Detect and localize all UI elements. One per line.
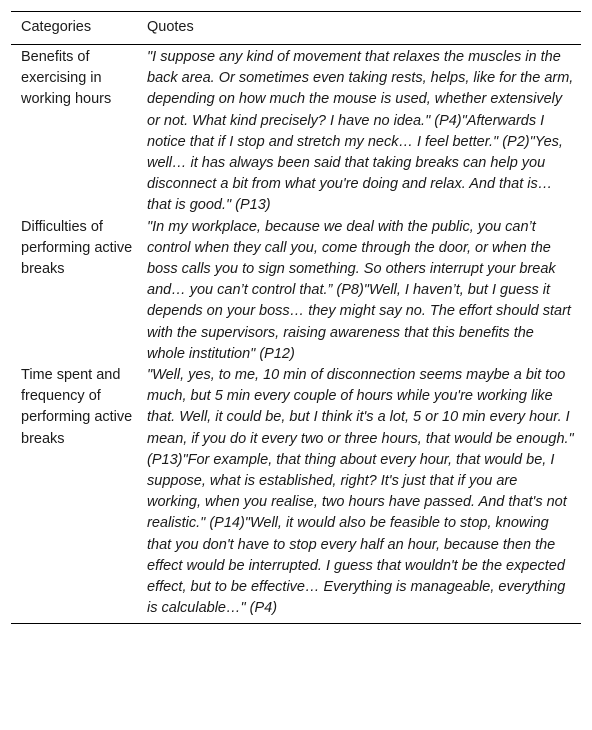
quote-cell: "In my workplace, because we deal with the public, you can’t control when they call you, come through the door, or when the boss calls you to sign something. So others interrupt your break and… you can’t control that.” (P8)"Well, I haven’t, but I guess it depends on your boss… they might say no. The effort should start with the supervisors, raising awareness that this benefits the whole institution" (P12) bbox=[147, 218, 571, 362]
header-quotes: Quotes bbox=[147, 19, 194, 35]
quote-cell: "Well, yes, to me, 10 min of disconnection seems maybe a bit too much, but 5 min every couple of hours while you're working like that. Well, it could be, but I think it's a lot, 5 or 10 min every hour. I mean, if you do it every two or three hours, that would be enough." (P13)"For example, that thing about every hour, that would be, I suppose, what is established, right? It's just that if you are working, when you realise, two hours have passed. And that's not realistic." (P14)"Well, it would also be feasible to stop, knowing that you don't have to stop every half an hour, because then the effect would be interrupted. I guess that wouldn't be the expected effect, but to be effective… Everything is manageable, everything is calculable…" (P4) bbox=[147, 367, 574, 617]
quote-cell: "I suppose any kind of movement that relaxes the muscles in the back area. Or sometimes even taking rests, helps, like for the arm, depending on how much the mouse is used, whether extensively or not. What kind precisely? I have no idea." (P4)"Afterwards I notice that if I stop and stretch my neck… I feel better." (P2)"Yes, well… it has always been said that taking breaks can help you disconnect a bit from what you're doing and relax. And that is… that is good." (P13) bbox=[147, 49, 574, 214]
header-row bbox=[11, 12, 581, 45]
quotes-table bbox=[11, 11, 581, 624]
category-cell: Time spent and frequency of performing active breaks bbox=[21, 367, 133, 447]
table-row bbox=[11, 365, 581, 624]
header-categories: Categories bbox=[21, 19, 92, 35]
table-row bbox=[11, 45, 581, 217]
table-header bbox=[11, 12, 581, 45]
table-body bbox=[11, 45, 581, 624]
quotes-table-container bbox=[11, 11, 581, 624]
category-cell: Difficulties of performing active breaks bbox=[21, 218, 133, 278]
category-cell: Benefits of exercising in working hours bbox=[21, 49, 112, 108]
table-row bbox=[11, 217, 581, 365]
